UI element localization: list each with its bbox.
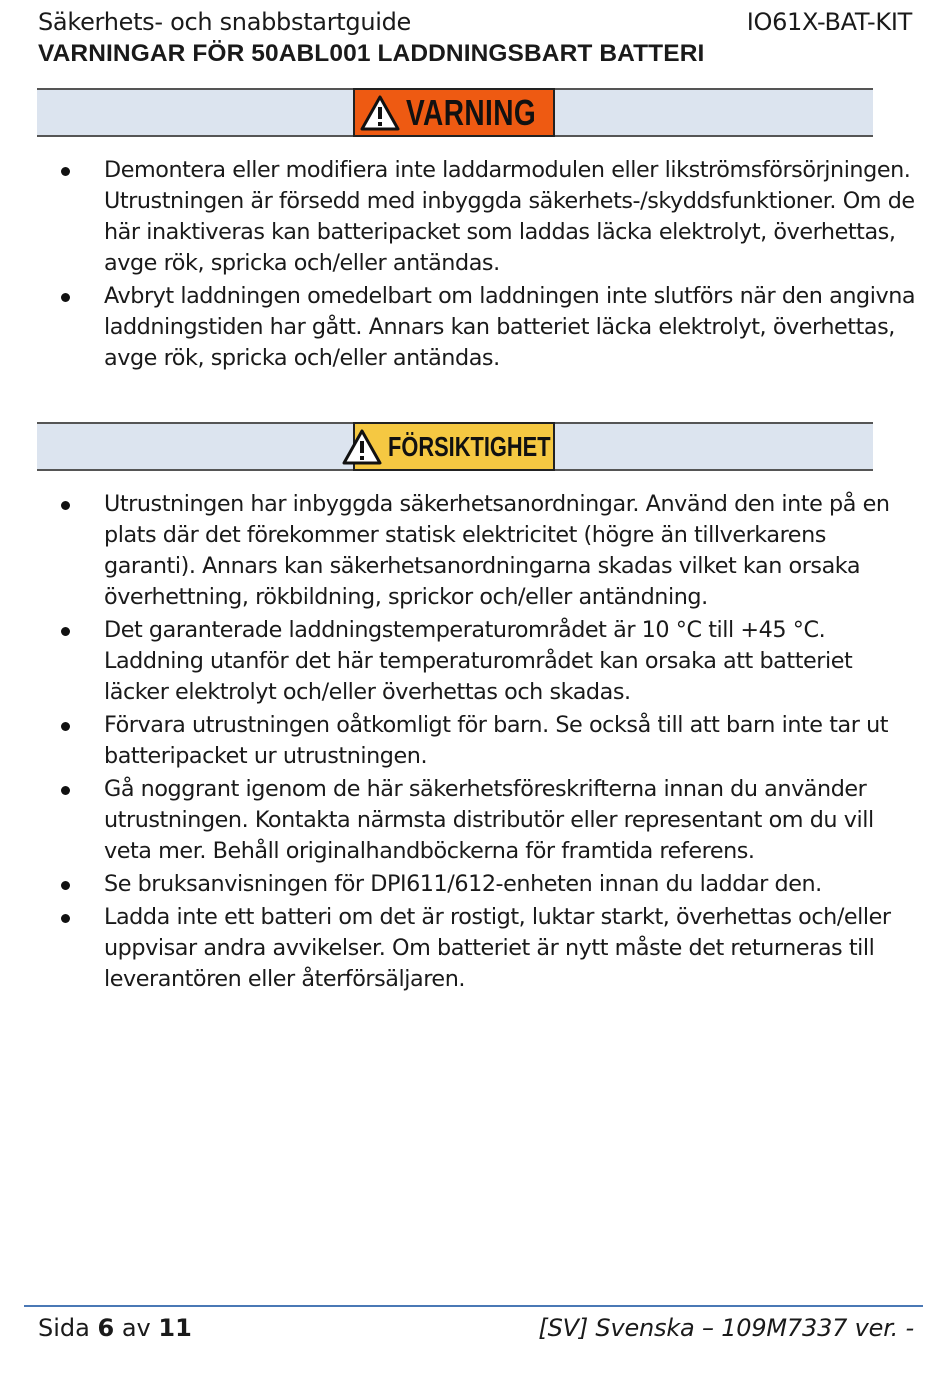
warning-band bbox=[37, 88, 873, 137]
document-code: IO61X-BAT-KIT bbox=[746, 8, 912, 36]
caution-item: Förvara utrustningen oåtkomligt för barn. Se också till att barn inte tar ut batteripacket ur utrustningen. bbox=[0, 710, 950, 772]
caution-item: Utrustningen har inbyggda säkerhetsanordningar. Använd den inte på en plats där det förekommer statisk elektricitet (högre än tillverkarens garanti). Annars kan säkerhetsanordningarna skadas vilket kan orsaka överhettning, rökbildning, sprickor och/eller antändning. bbox=[0, 489, 950, 613]
footer-divider bbox=[24, 1305, 923, 1307]
document-title: Säkerhets- och snabbstartguide bbox=[38, 8, 411, 36]
page-prefix: Sida bbox=[38, 1314, 90, 1342]
warning-item: Avbryt laddningen omedelbart om laddningen inte slutförs när den angivna laddningstiden har gått. Annars kan batteriet läcka elektrolyt, överhettas, avge rök, spricka och/eller antändas. bbox=[0, 281, 950, 374]
page-number bbox=[38, 1314, 192, 1342]
caution-badge bbox=[353, 422, 555, 471]
section-title: VARNINGAR FÖR 50ABL001 LADDNINGSBART BATTERI bbox=[38, 40, 705, 67]
caution-item: Se bruksanvisningen för DPI611/612-enheten innan du laddar den. bbox=[0, 869, 950, 900]
warning-item: Demontera eller modifiera inte laddarmodulen eller likströmsförsörjningen. Utrustningen är försedd med inbyggda säkerhets-/skyddsfunktioner. Om de här inaktiveras kan batteripacket som laddas läcka elektrolyt, överhettas, avge rök, spricka och/eller antändas. bbox=[0, 155, 950, 279]
caution-list bbox=[0, 489, 950, 997]
warning-triangle-icon bbox=[342, 429, 382, 465]
page-separator: av bbox=[121, 1314, 151, 1342]
caution-label: FÖRSIKTIGHET bbox=[387, 430, 551, 462]
page-current: 6 bbox=[97, 1314, 115, 1342]
caution-item: Gå noggrant igenom de här säkerhetsföreskrifterna innan du använder utrustningen. Kontakta närmsta distributör eller representant om du vill veta mer. Behåll originalhandböckerna för framtida referens. bbox=[0, 774, 950, 867]
caution-item: Ladda inte ett batteri om det är rostigt, luktar starkt, överhettas och/eller uppvisar andra avvikelser. Om batteriet är nytt måste det returneras till leverantören eller återförsäljaren. bbox=[0, 902, 950, 995]
warning-list bbox=[0, 155, 950, 376]
caution-item: Det garanterade laddningstemperaturområdet är 10 °C till +45 °C. Laddning utanför det här temperaturområdet kan orsaka att batteriet läcker elektrolyt och/eller överhettas och skadas. bbox=[0, 615, 950, 708]
warning-label: VARNING bbox=[405, 91, 536, 133]
warning-badge bbox=[353, 88, 555, 137]
document-info: [SV] Svenska – 109M7337 ver. - bbox=[538, 1314, 914, 1342]
caution-band bbox=[37, 422, 873, 471]
page-total: 11 bbox=[158, 1314, 192, 1342]
warning-triangle-icon bbox=[360, 95, 400, 131]
